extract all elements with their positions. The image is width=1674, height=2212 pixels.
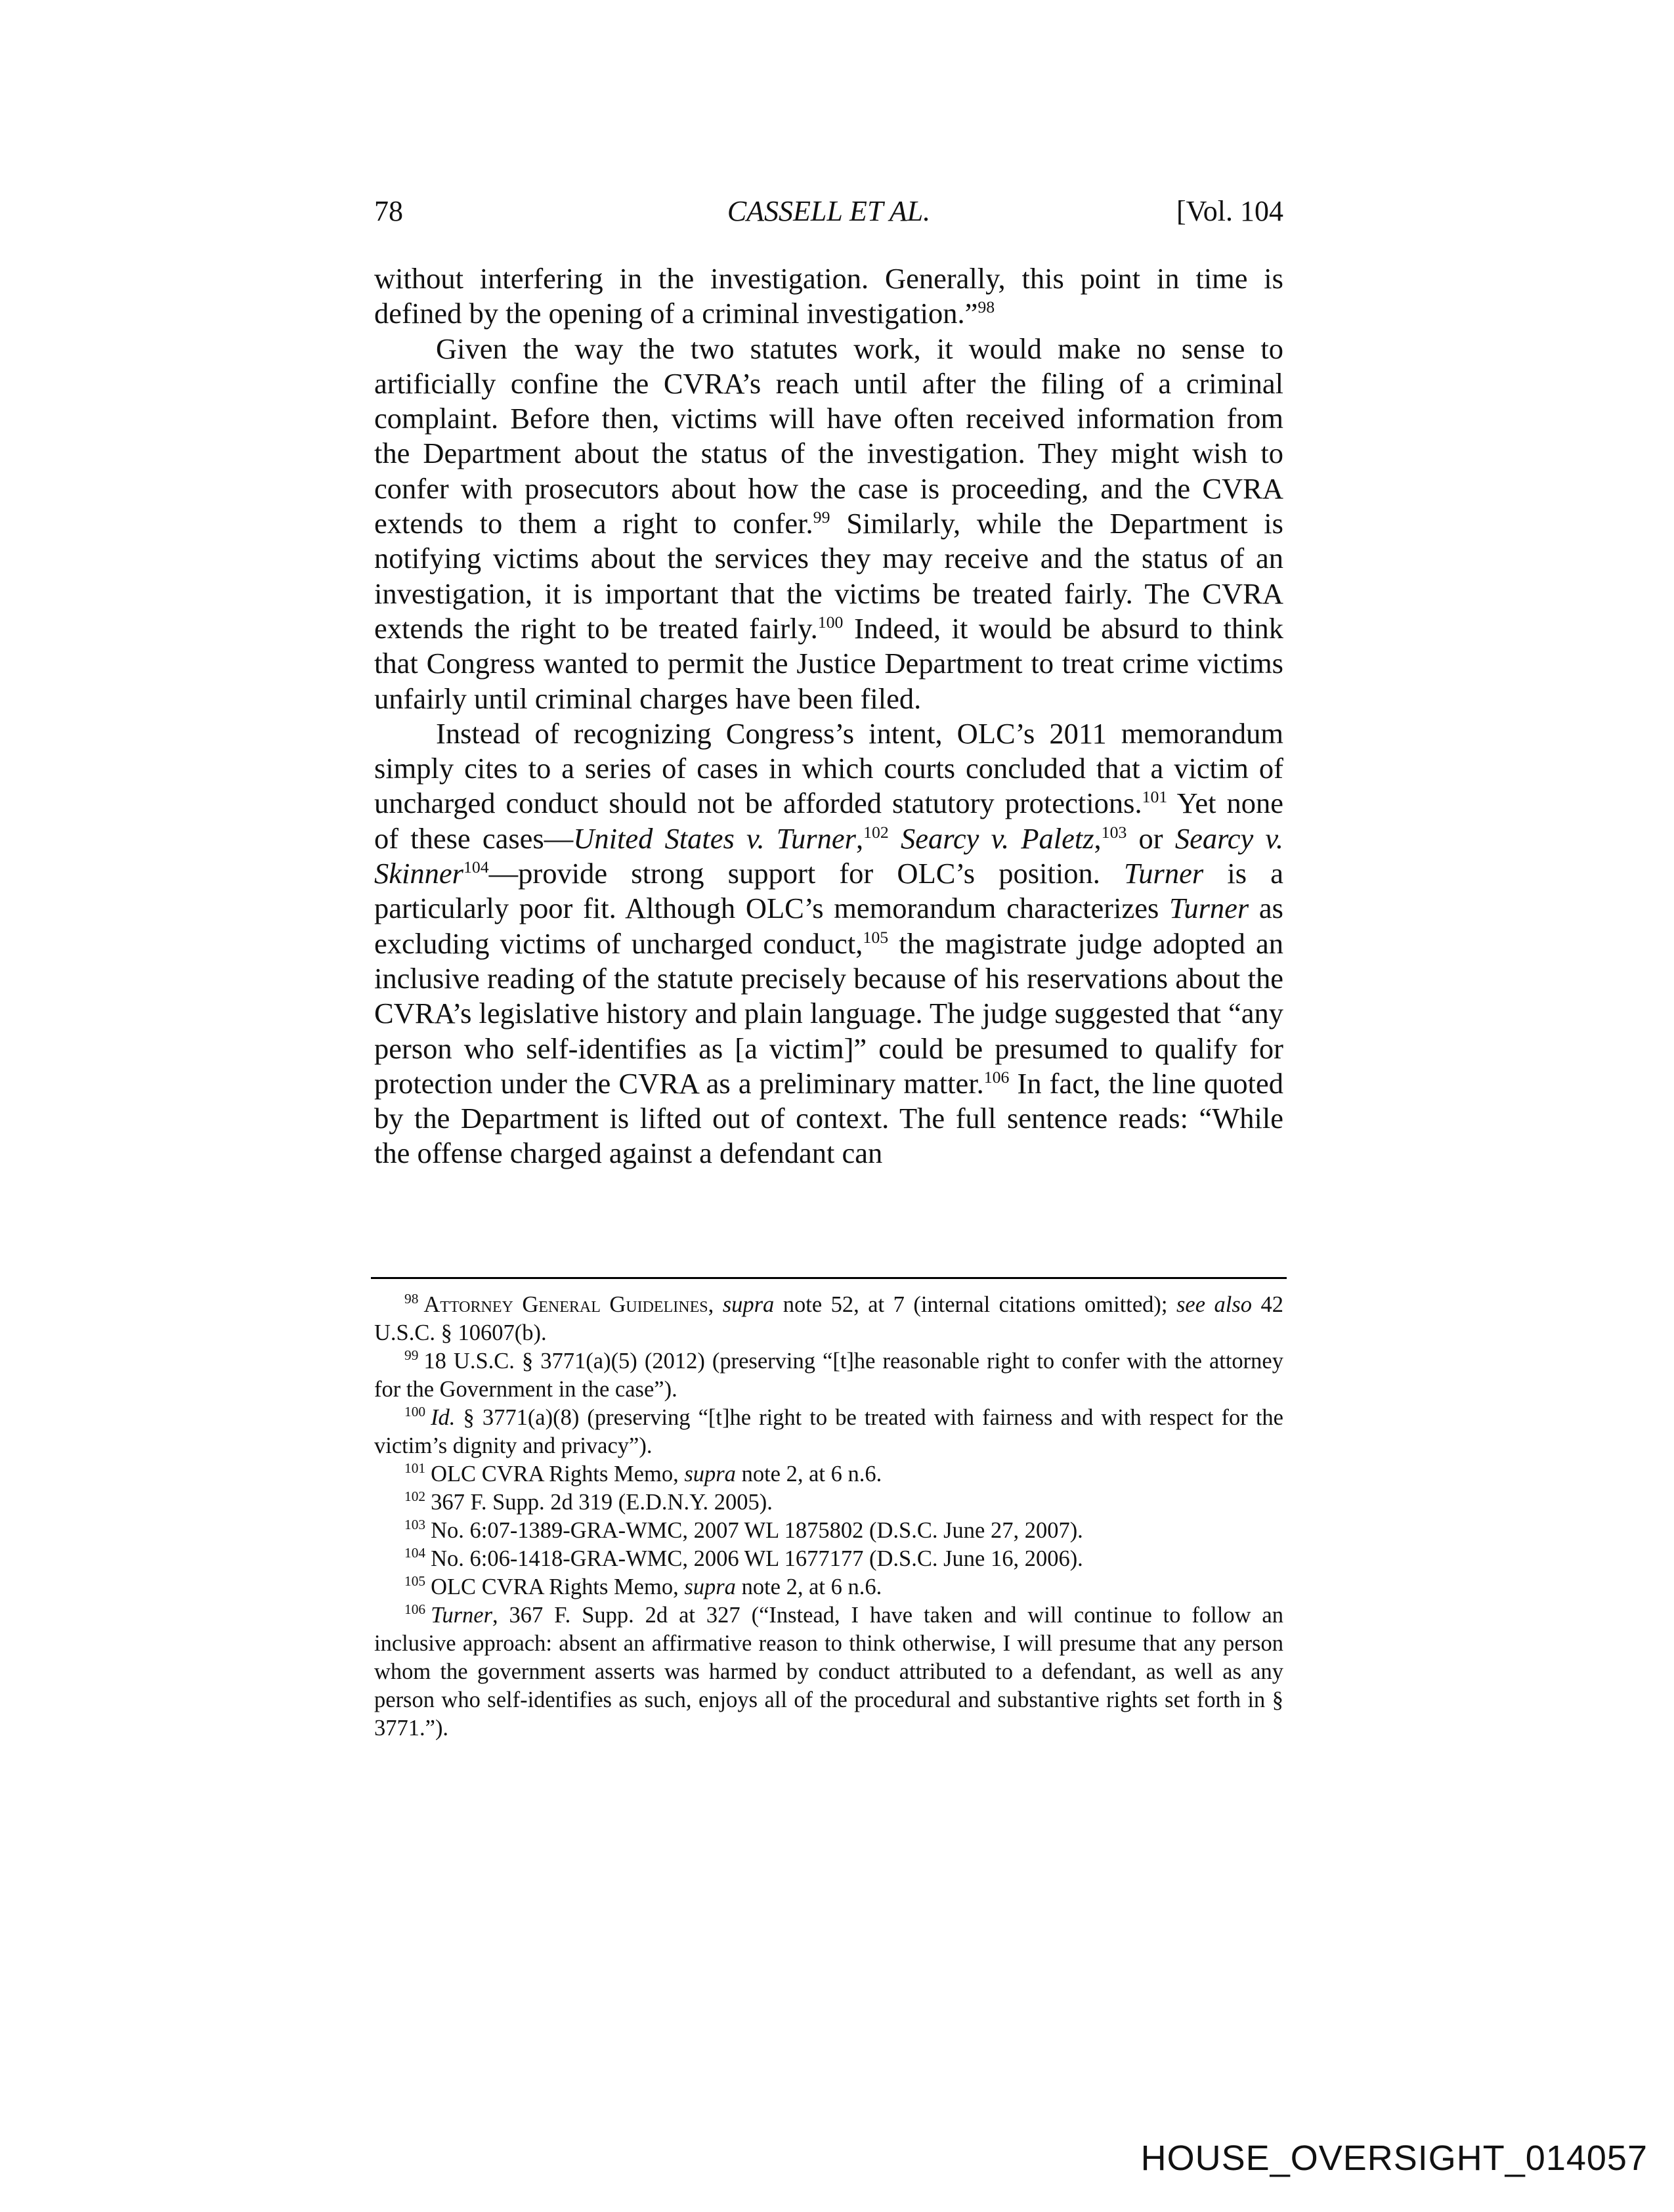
text-run: OLC CVRA Rights Memo, <box>431 1462 685 1486</box>
text-run: Instead of recognizing Congress’s intent, OLC’s 2011 memorandum simply cites to a series of cases in which courts concluded that a victim of uncharged conduct should not be afforded statutory protections. <box>374 716 1283 820</box>
text-run: Similarly, while the Department is notifying victims about the services they may receive and the status of an investigation, it is important that the victims be treated fairly. The CVRA extends the right to be treated fairly. <box>374 507 1283 645</box>
italic-text: supra <box>684 1574 736 1599</box>
footnote-number: 103 <box>404 1517 426 1533</box>
italic-text: supra <box>722 1292 775 1317</box>
footnote <box>374 1460 1283 1488</box>
text-run: 42 U.S.C. § 10607(b). <box>374 1292 1284 1345</box>
running-head-authors: CASSELL ET AL. <box>727 195 931 227</box>
text-run: without interfering in the investigation. Generally, this point in time is defined by the opening of a criminal investigation.” <box>374 262 1283 330</box>
footnote-reference[interactable]: 99 <box>813 508 830 527</box>
text-run: note 2, at 6 n.6. <box>735 1462 882 1486</box>
italic-text: Searcy v. Skinner <box>374 821 1283 890</box>
page-number: 78 <box>374 195 403 227</box>
text-run: , 367 F. Supp. 2d at 327 (“Instead, I have taken and will continue to follow an inclusive approach: absent an affirmative reason to think otherwise, I will presume that any person whom the government asserts was harmed by conduct attributed to a defendant, as well as any person who self-identifies as such, enjoys all of the procedural and substantive rights set forth in § 3771.”). <box>374 1603 1283 1741</box>
footnote-reference[interactable]: 104 <box>463 857 489 877</box>
footnote-number: 106 <box>404 1601 426 1618</box>
footnote <box>374 1573 1283 1601</box>
footnote-reference[interactable]: 105 <box>863 927 889 947</box>
italic-text: United States v. Turner <box>573 821 856 855</box>
footnote-reference[interactable]: 98 <box>977 297 995 317</box>
text-run: No. 6:07-1389-GRA-WMC, 2007 WL 1875802 (D.S.C. June 27, 2007). <box>431 1518 1083 1543</box>
text-run: note 2, at 6 n.6. <box>735 1574 882 1599</box>
italic-text: supra <box>684 1462 736 1486</box>
footnote-number: 105 <box>404 1573 426 1590</box>
footnote <box>374 1545 1283 1573</box>
small-caps-text: Attorney General Guidelines <box>423 1292 708 1317</box>
footnote <box>374 1404 1283 1460</box>
text-run: as excluding victims of uncharged conduct, <box>374 892 1284 960</box>
text-run: , <box>1094 821 1102 855</box>
text-run: § 3771(a)(8) (preserving “[t]he right to be treated with fairness and with respect for the victim’s dignity and privacy”). <box>374 1405 1283 1458</box>
paragraph <box>374 332 1283 716</box>
text-run: or <box>1127 821 1175 855</box>
text-run: , <box>708 1292 723 1317</box>
text-run <box>889 822 901 855</box>
italic-text: see also <box>1176 1292 1253 1317</box>
text-run: 367 F. Supp. 2d 319 (E.D.N.Y. 2005). <box>431 1490 773 1515</box>
paragraph <box>374 261 1283 332</box>
footnote-reference[interactable]: 106 <box>983 1067 1010 1087</box>
text-run: Given the way the two statutes work, it would make no sense to artificially confine the CVRA’s reach until after the filing of a criminal complaint. Before then, victims will have often received information from the Department about the status of the investigation. They might wish to confer with prosecutors about how the case is proceeding, and the CVRA extends to them a right to confer. <box>374 332 1283 540</box>
paragraph <box>374 716 1283 1171</box>
footnote-reference[interactable]: 100 <box>817 612 844 632</box>
text-run: OLC CVRA Rights Memo, <box>431 1574 685 1599</box>
text-run: is a particularly poor fit. Although OLC’s memorandum characterizes <box>374 857 1283 925</box>
italic-text: Searcy v. Paletz <box>900 821 1094 855</box>
text-run: the magistrate judge adopted an inclusive reading of the statute precisely because of his reservations about the CVRA’s legislative history and plain language. The judge suggested that “any person who self-identifies as [a victim]” could be presumed to qualify for protection under the CVRA as a preliminary matter. <box>374 926 1283 1100</box>
text-run: —provide strong support for OLC’s position. <box>488 857 1125 890</box>
footnote <box>374 1517 1283 1545</box>
footnote <box>374 1488 1283 1517</box>
text-run: 18 U.S.C. § 3771(a)(5) (2012) (preserving “[t]he reasonable right to confer with the attorney for the Government in the case”). <box>374 1349 1283 1402</box>
footnote-number: 99 <box>404 1347 419 1364</box>
footnote <box>374 1347 1283 1404</box>
text-run: Yet none of these cases— <box>374 787 1283 855</box>
footnote-number: 100 <box>404 1404 426 1420</box>
footnote <box>374 1601 1283 1743</box>
footnote-number: 101 <box>404 1460 426 1477</box>
bates-stamp: HOUSE_OVERSIGHT_014057 <box>1140 2138 1648 2178</box>
footnotes <box>374 1291 1283 1743</box>
text-run: , <box>855 821 864 855</box>
text-run: note 52, at 7 (internal citations omitted); <box>774 1292 1176 1317</box>
footnote-number: 98 <box>404 1291 419 1307</box>
footnote-reference[interactable]: 102 <box>863 822 889 842</box>
footnote-number: 102 <box>404 1488 426 1505</box>
footnote <box>374 1291 1283 1347</box>
italic-text: Turner <box>1124 857 1204 890</box>
footnote-reference[interactable]: 101 <box>1142 787 1168 807</box>
italic-text: Turner <box>1169 892 1249 925</box>
text-run: No. 6:06-1418-GRA-WMC, 2006 WL 1677177 (D.S.C. June 16, 2006). <box>431 1546 1083 1571</box>
footnote-number: 104 <box>404 1545 426 1561</box>
footnote-reference[interactable]: 103 <box>1101 822 1127 842</box>
volume-label: [Vol. 104 <box>1176 195 1283 227</box>
italic-text: Id. <box>431 1405 456 1430</box>
text-run: In fact, the line quoted by the Department is lifted out of context. The full sentence reads: “While the offense charged against a defendant can <box>374 1066 1283 1170</box>
running-header <box>374 194 1283 234</box>
body-text <box>374 261 1283 1171</box>
italic-text: Turner <box>431 1603 493 1628</box>
text-run: Indeed, it would be absurd to think that Congress wanted to permit the Justice Department to treat crime victims unfairly until criminal charges have been filed. <box>374 611 1283 715</box>
footnote-divider <box>371 1277 1287 1279</box>
